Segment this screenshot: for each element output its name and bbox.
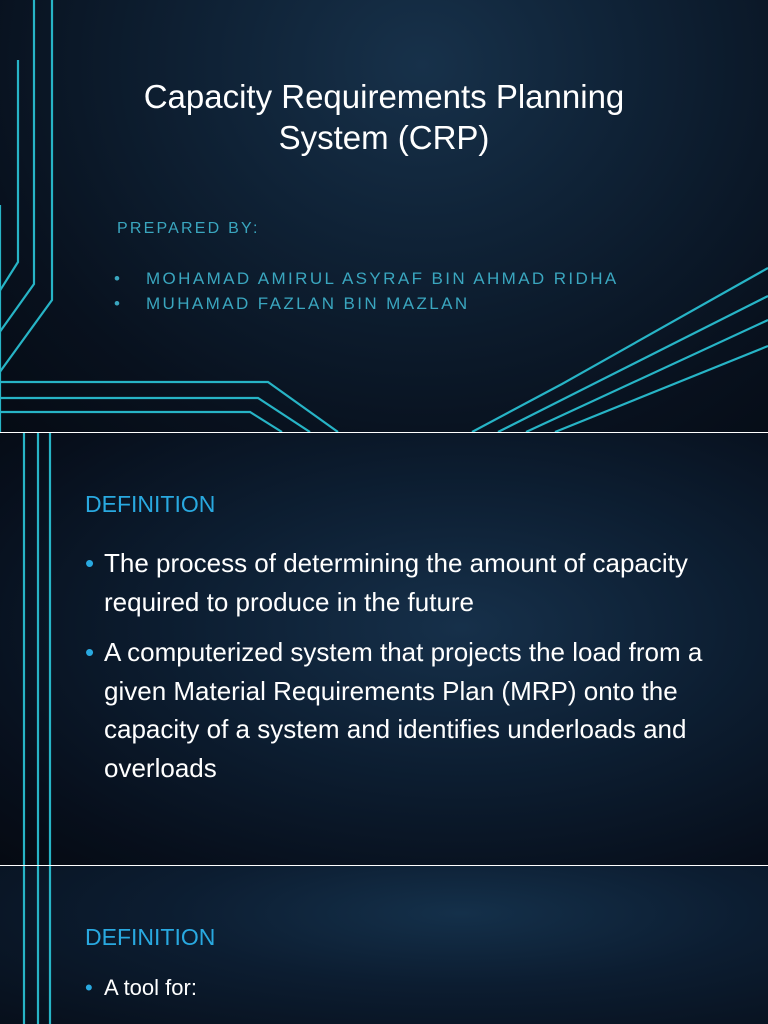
author-list	[114, 266, 619, 316]
bullet-icon: •	[85, 975, 93, 1000]
author-item	[114, 266, 619, 291]
author-name: MOHAMAD AMIRUL ASYRAF BIN AHMAD RIDHA	[146, 269, 619, 288]
bullet-icon: •	[85, 548, 95, 578]
author-name: MUHAMAD FAZLAN BIN MAZLAN	[146, 294, 470, 313]
bullet-text: A tool for:	[104, 975, 197, 1000]
author-item	[114, 291, 619, 316]
prepared-by-label: PREPARED BY:	[117, 220, 260, 237]
bullet-item	[85, 972, 725, 1004]
slide-heading: DEFINITION	[85, 924, 216, 950]
presentation-title	[80, 76, 688, 158]
slide-heading: DEFINITION	[85, 491, 216, 517]
definition-slide-2	[0, 866, 768, 1024]
definition-slide	[0, 433, 768, 865]
title-slide	[0, 0, 768, 432]
bullet-icon: •	[85, 637, 95, 667]
bullet-icon: •	[114, 269, 123, 288]
circuit-lines-decoration	[0, 0, 768, 432]
bullet-text: A computerized system that projects the load from a given Material Requirements Plan (MRP) onto the capacity of a system and identifies underloads and overloads	[104, 637, 703, 783]
title-line-2: System (CRP)	[278, 119, 490, 156]
bullet-list	[85, 544, 725, 799]
bullet-icon: •	[114, 294, 123, 313]
bullet-list	[85, 972, 725, 1016]
bullet-text: The process of determining the amount of capacity required to produce in the future	[104, 548, 688, 617]
bullet-item	[85, 633, 725, 787]
bullet-item	[85, 544, 725, 621]
title-line-1: Capacity Requirements Planning	[143, 78, 625, 115]
